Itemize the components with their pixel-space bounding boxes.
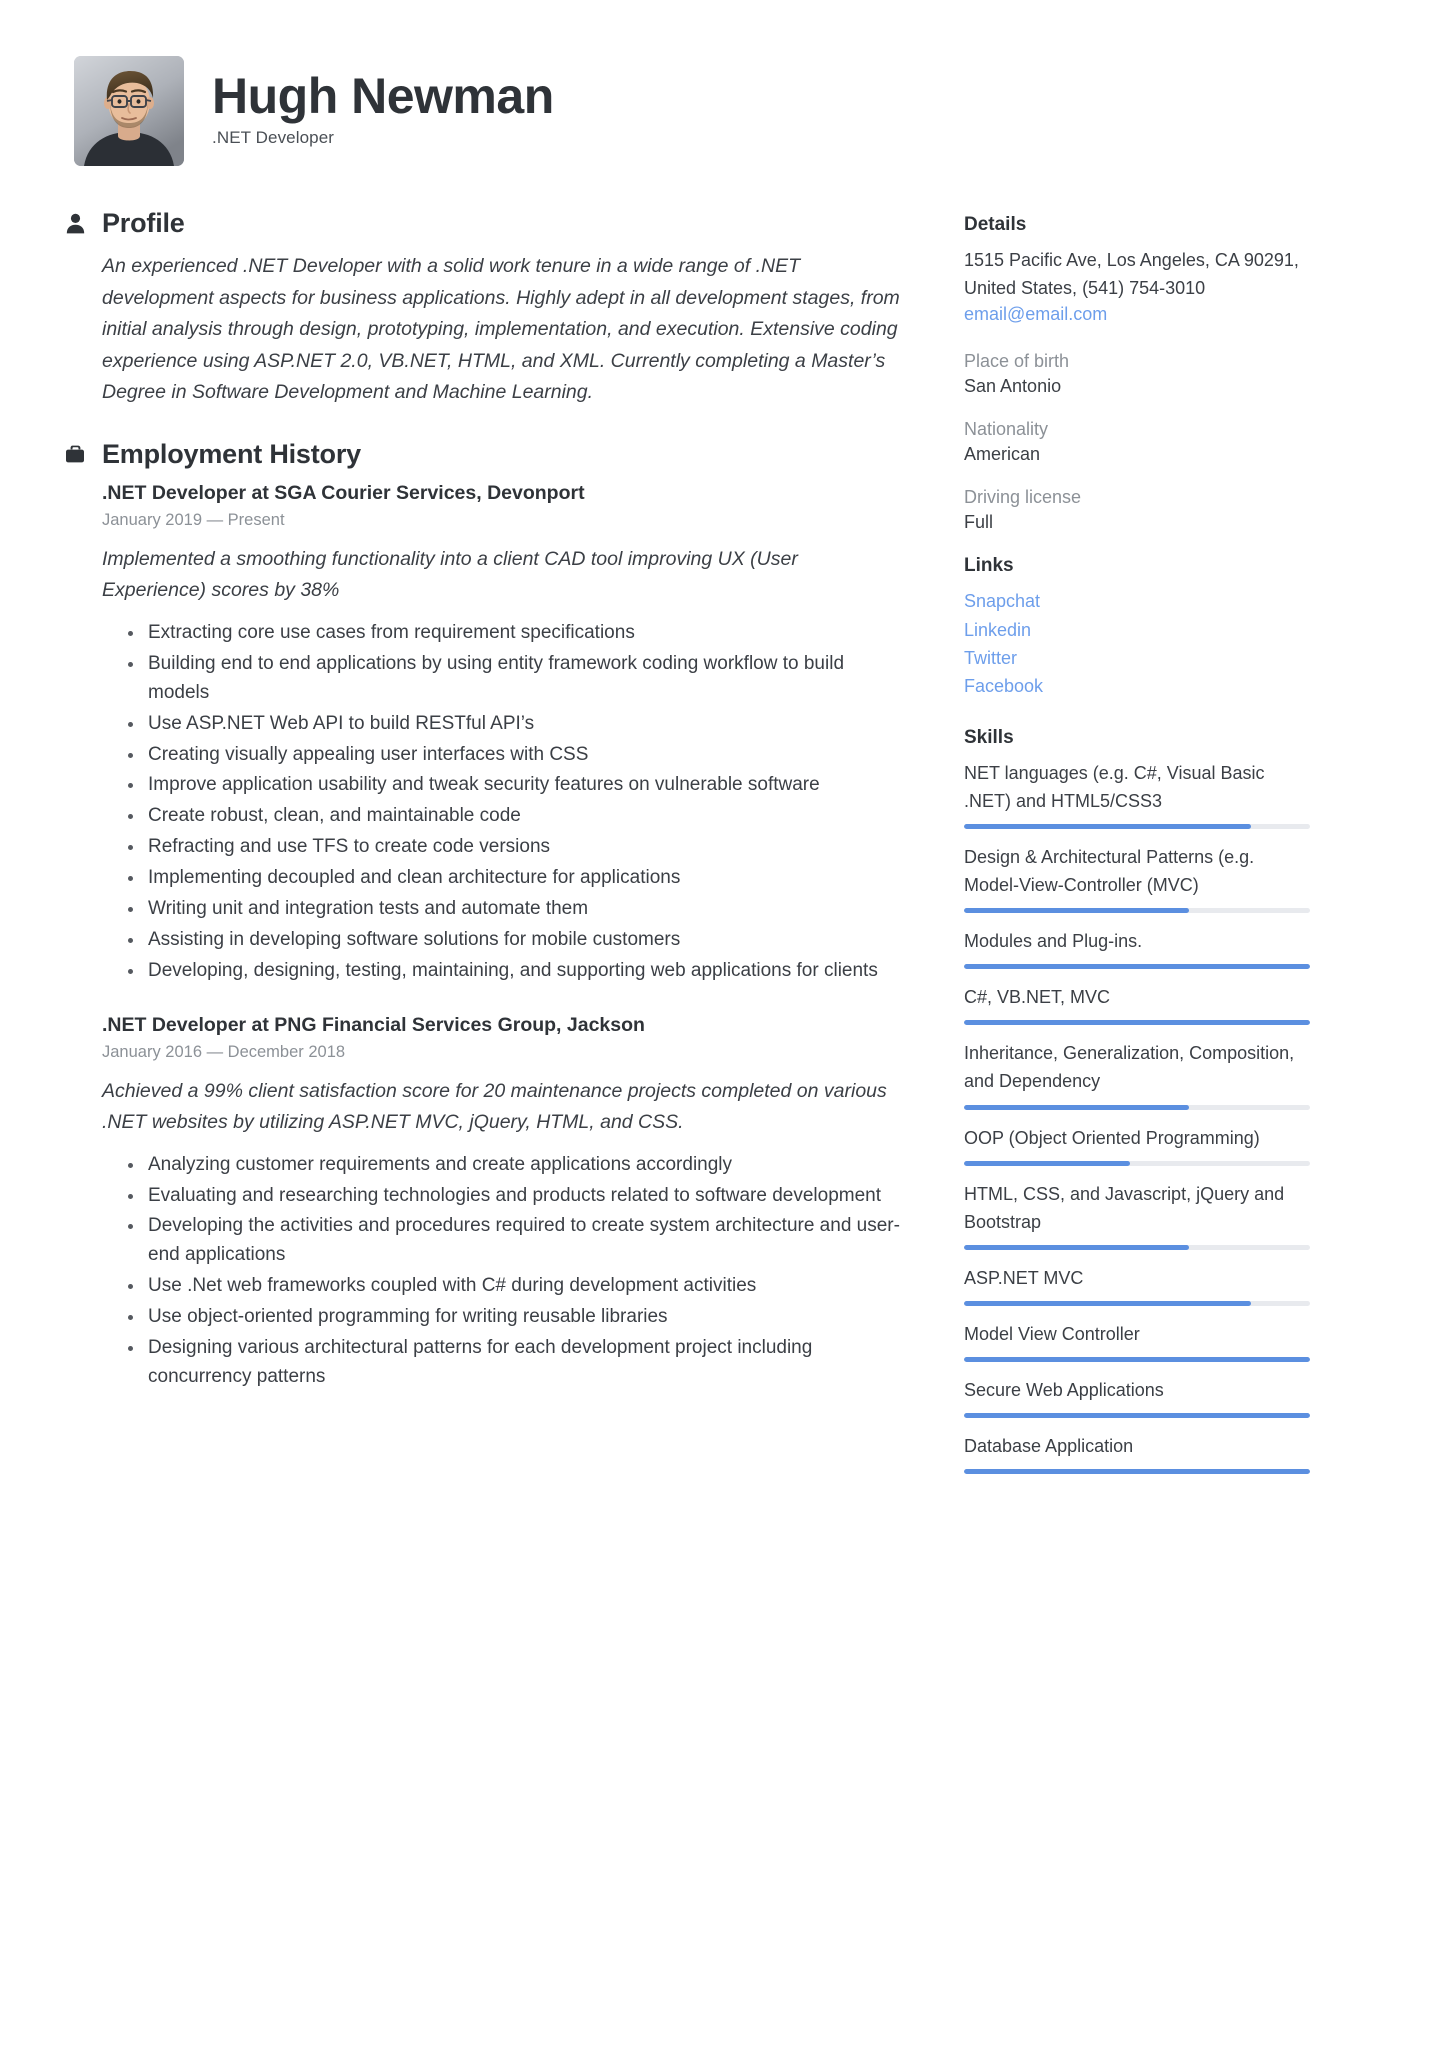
links-heading: Links	[964, 555, 1014, 577]
profile-section-header	[64, 208, 902, 239]
detail-value: Full	[964, 512, 994, 533]
detail-field-place-of-birth	[964, 351, 1310, 397]
detail-value: American	[964, 444, 1041, 465]
skill-name: C#, VB.NET, MVC	[964, 987, 1111, 1008]
skill-name: OOP (Object Oriented Programming)	[964, 1127, 1260, 1148]
skill-name: Modules and Plug-ins.	[964, 931, 1143, 952]
person-icon	[64, 212, 86, 236]
skill-level-bar	[964, 1469, 1310, 1474]
skill-level-bar	[964, 1105, 1310, 1110]
skill-item	[964, 843, 1310, 913]
links-section	[964, 555, 1310, 701]
content-columns	[64, 208, 1384, 1500]
list-item: Developing the activities and procedures required to create system architecture and user-end applications	[148, 1212, 902, 1270]
briefcase-icon	[64, 442, 86, 466]
skill-level-fill	[964, 824, 1251, 829]
skill-level-fill	[964, 1105, 1189, 1110]
list-item: Writing unit and integration tests and automate them	[148, 895, 902, 924]
detail-field-nationality	[964, 419, 1310, 465]
email-link[interactable]: email@email.com	[964, 304, 1108, 325]
job-dates: January 2016 — December 2018	[102, 1042, 346, 1061]
skill-level-bar	[964, 824, 1310, 829]
list-item: Create robust, clean, and maintainable code	[148, 802, 902, 831]
header-text-block	[212, 67, 554, 153]
sidebar-column	[964, 208, 1310, 1500]
profile-heading: Profile	[102, 208, 185, 238]
job-entry	[102, 1014, 902, 1392]
skills-section	[964, 727, 1310, 1474]
employment-heading: Employment History	[102, 438, 361, 469]
skill-name: ASP.NET MVC	[964, 1267, 1084, 1288]
skill-level-fill	[964, 1413, 1310, 1418]
job-bullet-list	[102, 1151, 902, 1392]
skill-level-bar	[964, 964, 1310, 969]
profile-body	[64, 251, 902, 409]
list-item: Evaluating and researching technologies and products related to software development	[148, 1182, 902, 1211]
skill-item	[964, 1039, 1310, 1109]
detail-label: Place of birth	[964, 351, 1070, 372]
skill-name: Inheritance, Generalization, Composition, and Dependency	[964, 1043, 1295, 1092]
job-dates: January 2019 — Present	[102, 510, 285, 529]
job-entry	[102, 482, 902, 986]
list-item: Use ASP.NET Web API to build RESTful API’s	[148, 710, 902, 739]
link-twitter[interactable]: Twitter	[964, 648, 1018, 669]
link-linkedin[interactable]: Linkedin	[964, 619, 1032, 640]
candidate-name: Hugh Newman	[212, 67, 554, 124]
details-section	[964, 214, 1310, 325]
skill-name: Secure Web Applications	[964, 1379, 1164, 1400]
skill-name: HTML, CSS, and Javascript, jQuery and Bootstrap	[964, 1183, 1285, 1232]
skill-item	[964, 1264, 1310, 1306]
detail-value: San Antonio	[964, 376, 1062, 397]
list-item: Refracting and use TFS to create code versions	[148, 833, 902, 862]
skills-heading: Skills	[964, 726, 1014, 748]
skill-item	[964, 1376, 1310, 1418]
skill-level-bar	[964, 1357, 1310, 1362]
skill-name: NET languages (e.g. C#, Visual Basic .NET) and HTML5/CSS3	[964, 762, 1265, 811]
candidate-job-title: .NET Developer	[212, 128, 335, 148]
skill-item	[964, 927, 1310, 969]
skill-item	[964, 983, 1310, 1025]
skill-level-bar	[964, 1413, 1310, 1418]
list-item: Use object-oriented programming for writing reusable libraries	[148, 1303, 902, 1332]
employment-body	[64, 482, 902, 1392]
skill-level-fill	[964, 1161, 1130, 1166]
list-item: Developing, designing, testing, maintaining, and supporting web applications for clients	[148, 957, 902, 986]
list-item: Assisting in developing software solutions for mobile customers	[148, 926, 902, 955]
link-facebook[interactable]: Facebook	[964, 676, 1044, 697]
skill-name: Database Application	[964, 1436, 1134, 1456]
list-item: Creating visually appealing user interfaces with CSS	[148, 741, 902, 770]
details-address: 1515 Pacific Ave, Los Angeles, CA 90291, United States, (541) 754-3010	[964, 250, 1299, 299]
skill-name: Design & Architectural Patterns (e.g. Model-View-Controller (MVC)	[964, 847, 1255, 896]
skill-level-fill	[964, 908, 1189, 913]
list-item: Building end to end applications by using entity framework coding workflow to build models	[148, 650, 902, 708]
employment-section-header	[64, 439, 902, 470]
avatar	[74, 56, 184, 166]
list-item: Use .Net web frameworks coupled with C# during development activities	[148, 1272, 902, 1301]
resume-header	[64, 48, 1384, 166]
skill-level-bar	[964, 908, 1310, 913]
detail-label: Nationality	[964, 419, 1049, 440]
skill-item	[964, 1320, 1310, 1362]
list-item: Extracting core use cases from requirement specifications	[148, 619, 902, 648]
list-item: Designing various architectural patterns for each development project including concurrency patterns	[148, 1334, 902, 1392]
detail-field-driving-license	[964, 487, 1310, 533]
skill-level-bar	[964, 1020, 1310, 1025]
list-item: Implementing decoupled and clean architecture for applications	[148, 864, 902, 893]
skill-level-bar	[964, 1161, 1310, 1166]
job-bullet-list	[102, 619, 902, 986]
skill-item	[964, 1124, 1310, 1166]
skill-item	[964, 1180, 1310, 1250]
skill-level-fill	[964, 1301, 1251, 1306]
skill-level-bar	[964, 1301, 1310, 1306]
list-item: Analyzing customer requirements and create applications accordingly	[148, 1151, 902, 1180]
skill-level-fill	[964, 964, 1310, 969]
profile-text: An experienced .NET Developer with a solid work tenure in a wide range of .NET development aspects for business applications. Highly adept in all development stages, from initial analysis through design, prototyping, implementation, and execution. Extensive coding experience using ASP.NET 2.0, VB.NET, HTML, and XML. Currently completing a Master’s Degree in Software Development and Machine Learning.	[102, 255, 900, 404]
job-role: .NET Developer at PNG Financial Services Group, Jackson	[102, 1013, 645, 1036]
job-summary: Implemented a smoothing functionality into a client CAD tool improving UX (User Experience) scores by 38%	[102, 547, 798, 602]
skill-level-fill	[964, 1469, 1310, 1474]
profile-section	[64, 208, 902, 409]
skill-name: Model View Controller	[964, 1323, 1140, 1344]
link-snapchat[interactable]: Snapchat	[964, 591, 1041, 612]
employment-section	[64, 439, 902, 1392]
detail-label: Driving license	[964, 487, 1082, 508]
job-summary: Achieved a 99% client satisfaction score for 20 maintenance projects completed on various .NET websites by utilizing ASP.NET MVC, jQuery, HTML, and CSS.	[102, 1079, 887, 1134]
skill-level-fill	[964, 1357, 1310, 1362]
skills-list	[964, 759, 1310, 1474]
skill-level-fill	[964, 1245, 1189, 1250]
list-item: Improve application usability and tweak security features on vulnerable software	[148, 771, 902, 800]
skill-level-fill	[964, 1020, 1310, 1025]
skill-item	[964, 1432, 1310, 1474]
main-column	[64, 208, 902, 1422]
details-heading: Details	[964, 214, 1027, 235]
skill-level-bar	[964, 1245, 1310, 1250]
skill-item	[964, 759, 1310, 829]
job-role: .NET Developer at SGA Courier Services, Devonport	[102, 481, 585, 504]
